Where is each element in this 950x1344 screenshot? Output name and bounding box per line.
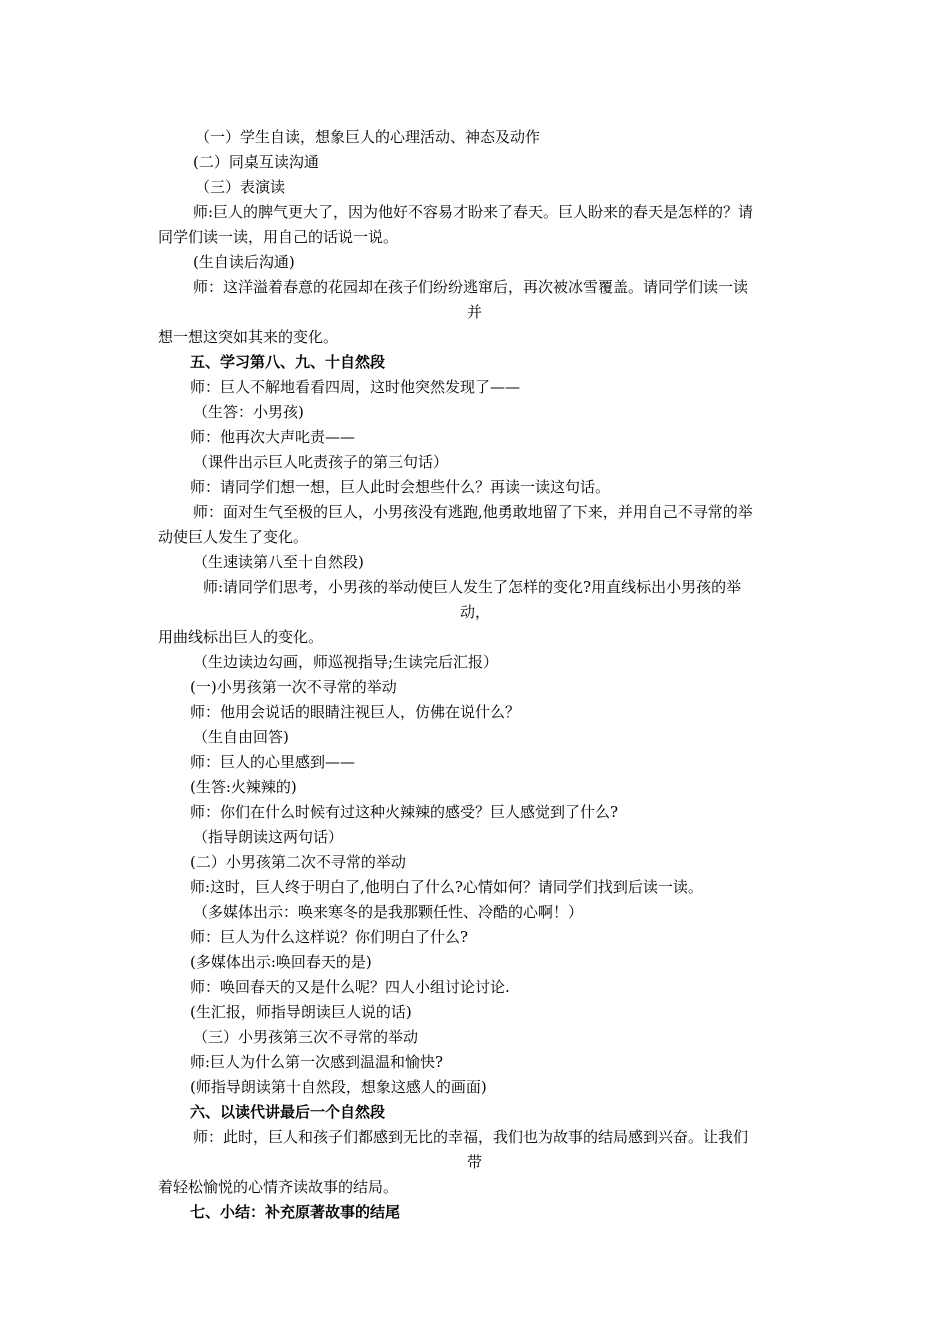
text-line: 师：巨人不解地看看四周，这时他突然发现了——: [190, 378, 521, 396]
text-line: （一）学生自读，想象巨人的心理活动、神态及动作: [195, 128, 541, 146]
section-heading: 五、学习第八、九、十自然段: [190, 353, 386, 371]
text-line: 师：面对生气至极的巨人，小男孩没有逃跑,他勇敢地留了下来，并用自己不寻常的举: [193, 503, 753, 521]
text-line: 师：唤回春天的又是什么呢？四人小组讨论讨论.: [190, 978, 510, 996]
text-line: (生自读后沟通): [193, 253, 295, 271]
text-line: 师:巨人的脾气更大了，因为他好不容易才盼来了春天。巨人盼来的春天是怎样的？请: [193, 203, 754, 221]
text-line: 师：这洋溢着春意的花园却在孩子们纷纷逃窜后，再次被冰雪覆盖。请同学们读一读: [193, 278, 749, 296]
text-line: 师：他再次大声叱责——: [190, 428, 356, 446]
text-line: 动使巨人发生了变化。: [158, 528, 309, 546]
section-heading: 七、小结：补充原著故事的结尾: [190, 1203, 401, 1221]
text-line: 师：你们在什么时候有过这种火辣辣的感受？巨人感觉到了什么?: [190, 803, 619, 821]
text-line: 师:这时，巨人终于明白了,他明白了什么?心情如何？请同学们找到后读一读。: [190, 878, 703, 896]
text-line: (一)小男孩第一次不寻常的举动: [190, 678, 397, 696]
text-line: （课件出示巨人叱责孩子的第三句话）: [193, 453, 449, 471]
text-line: （生速读第八至十自然段): [193, 553, 364, 571]
text-line: (生答:火辣辣的): [190, 778, 297, 796]
section-heading: 六、以读代讲最后一个自然段: [190, 1103, 386, 1121]
text-line: （三）小男孩第三次不寻常的举动: [193, 1028, 419, 1046]
text-line: （生边读边勾画，师巡视指导;生读完后汇报）: [193, 653, 499, 671]
text-line: 师:请同学们思考，小男孩的举动使巨人发生了怎样的变化?用直线标出小男孩的举: [203, 578, 742, 596]
text-line: 并: [467, 303, 483, 321]
text-line: 师:巨人为什么第一次感到温温和愉快?: [190, 1053, 444, 1071]
text-line: 用曲线标出巨人的变化。: [158, 628, 324, 646]
text-line: （指导朗读这两句话）: [193, 828, 344, 846]
text-line: 同学们读一读，用自己的话说一说。: [158, 228, 399, 246]
text-line: 动，: [460, 603, 491, 621]
text-line: （多媒体出示：唤来寒冬的是我那颗任性、冷酷的心啊！）: [193, 903, 584, 921]
text-line: 着轻松愉悦的心情齐读故事的结局。: [158, 1178, 399, 1196]
text-line: (师指导朗读第十自然段，想象这感人的画面): [190, 1078, 487, 1096]
text-line: （三）表演读: [195, 178, 286, 196]
text-line: （生自由回答): [193, 728, 289, 746]
text-line: 师：他用会说话的眼睛注视巨人，仿佛在说什么？: [190, 703, 521, 721]
text-line: (多媒体出示:唤回春天的是): [190, 953, 372, 971]
text-line: 师：请同学们想一想，巨人此时会想些什么？再读一读这句话。: [190, 478, 611, 496]
text-line: (二）小男孩第二次不寻常的举动: [190, 853, 406, 871]
text-line: 师：巨人的心里感到——: [190, 753, 356, 771]
text-line: 师：此时，巨人和孩子们都感到无比的幸福，我们也为故事的结局感到兴奋。让我们: [193, 1128, 749, 1146]
text-line: 师：巨人为什么这样说？你们明白了什么?: [190, 928, 469, 946]
text-line: (生汇报，师指导朗读巨人说的话): [190, 1003, 412, 1021]
text-line: （生答：小男孩): [193, 403, 304, 421]
text-line: (二）同桌互读沟通: [193, 153, 319, 171]
text-line: 带: [467, 1153, 483, 1171]
text-line: 想一想这突如其来的变化。: [158, 328, 339, 346]
